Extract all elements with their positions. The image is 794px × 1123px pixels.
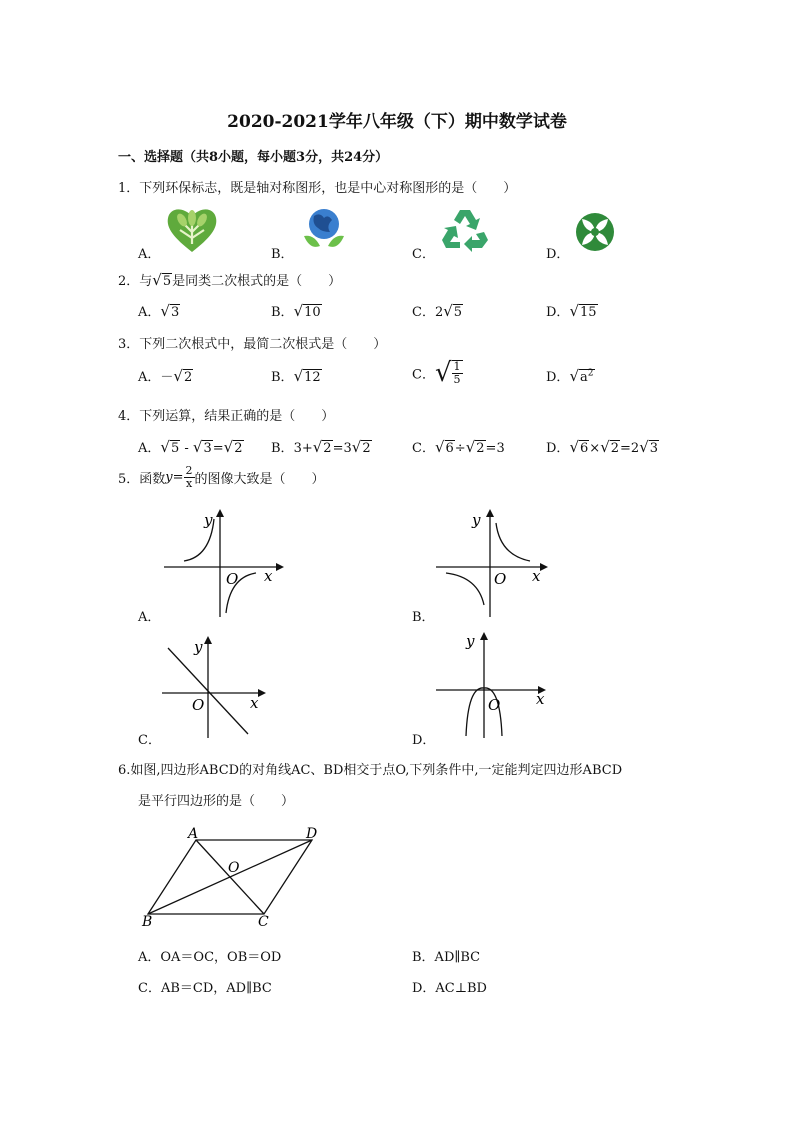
svg-text:B: B <box>142 914 153 930</box>
q1-option-d-label: D． <box>546 247 570 262</box>
svg-text:C: C <box>258 914 269 930</box>
svg-text:O: O <box>488 696 501 714</box>
svg-text:D: D <box>306 826 318 842</box>
radical: √5 <box>152 271 172 289</box>
q1-option-c-label: C． <box>412 247 435 262</box>
heart-leaves-icon <box>164 204 220 254</box>
graph-c <box>158 630 270 740</box>
q3-option-c: C．√ $\frac{1}{5}$ <box>412 358 461 388</box>
svg-text:x: x <box>532 567 541 585</box>
q4-option-c: C．√6÷√2=3 <box>412 438 505 456</box>
parallelogram-figure <box>138 822 328 932</box>
graph-d <box>432 628 552 740</box>
globe-hands-icon <box>300 206 348 254</box>
svg-text:x: x <box>264 567 273 585</box>
svg-text:A: A <box>188 826 199 842</box>
q3-option-b: B．√12 <box>271 367 321 385</box>
q4-option-a: A．√5 - √3=√2 <box>138 438 243 456</box>
q5-option-d-label: D． <box>412 733 436 748</box>
q2-option-b: B．√10 <box>271 302 321 320</box>
q6-option-d: D．AC⊥BD <box>412 981 487 996</box>
q5-option-b-label: B． <box>412 610 435 625</box>
svg-text:O: O <box>226 570 239 588</box>
q2-option-a: A．√3 <box>138 302 180 320</box>
svg-text:y: y <box>472 511 481 529</box>
q5-option-c-label: C． <box>138 733 161 748</box>
question-4-stem: 4．下列运算，结果正确的是（ ） <box>118 409 335 424</box>
question-1-stem: 1．下列环保标志，既是轴对称图形，也是中心对称图形的是（ ） <box>118 181 517 196</box>
svg-text:x: x <box>250 694 259 712</box>
graph-a <box>160 505 285 617</box>
section-heading: 一、选择题（共8小题，每小题3分，共24分） <box>118 150 389 165</box>
q1-option-a-label: A． <box>138 247 161 262</box>
q3-option-d: D．$√a^2$ <box>546 367 594 385</box>
svg-text:y: y <box>194 638 203 656</box>
page-title: 2020-2021学年八年级（下）期中数学试卷 <box>227 112 567 132</box>
svg-text:O: O <box>494 570 507 588</box>
question-3-stem: 3．下列二次根式中，最简二次根式是（ ） <box>118 337 387 352</box>
question-5-stem: 5．函数y= $\frac{2}{x}$ 的图像大致是（ ） <box>118 464 325 490</box>
svg-text:x: x <box>536 690 545 708</box>
question-6-stem-line2: 是平行四边形的是（ ） <box>138 794 295 809</box>
four-leaf-ring-icon <box>574 211 616 253</box>
question-2-stem: 2．与√5是同类二次根式的是（ ） <box>118 271 342 289</box>
svg-text:O: O <box>228 860 240 876</box>
q6-option-b: B．AD∥BC <box>412 950 481 965</box>
svg-text:y: y <box>204 511 213 529</box>
q6-option-a: A．OA＝OC，OB＝OD <box>138 950 282 965</box>
recycle-arrows-icon <box>440 206 490 252</box>
svg-text:y: y <box>466 632 475 650</box>
q4-option-d: D．√6×√2=2√3 <box>546 438 659 456</box>
q3-option-a: A．－√2 <box>138 367 193 385</box>
q6-option-c: C．AB＝CD，AD∥BC <box>138 981 272 996</box>
q2-option-c: C．2√5 <box>412 302 463 320</box>
q5-option-a-label: A． <box>138 610 161 625</box>
svg-text:O: O <box>192 696 205 714</box>
question-6-stem-line1: 6.如图,四边形ABCD的对角线AC、BD相交于点O,下列条件中,一定能判定四边形ABCD <box>118 763 623 778</box>
q4-option-b: B．3+√2=3√2 <box>271 438 371 456</box>
q1-option-b-label: B． <box>271 247 294 262</box>
q2-option-d: D．√15 <box>546 302 597 320</box>
graph-b <box>432 505 557 617</box>
